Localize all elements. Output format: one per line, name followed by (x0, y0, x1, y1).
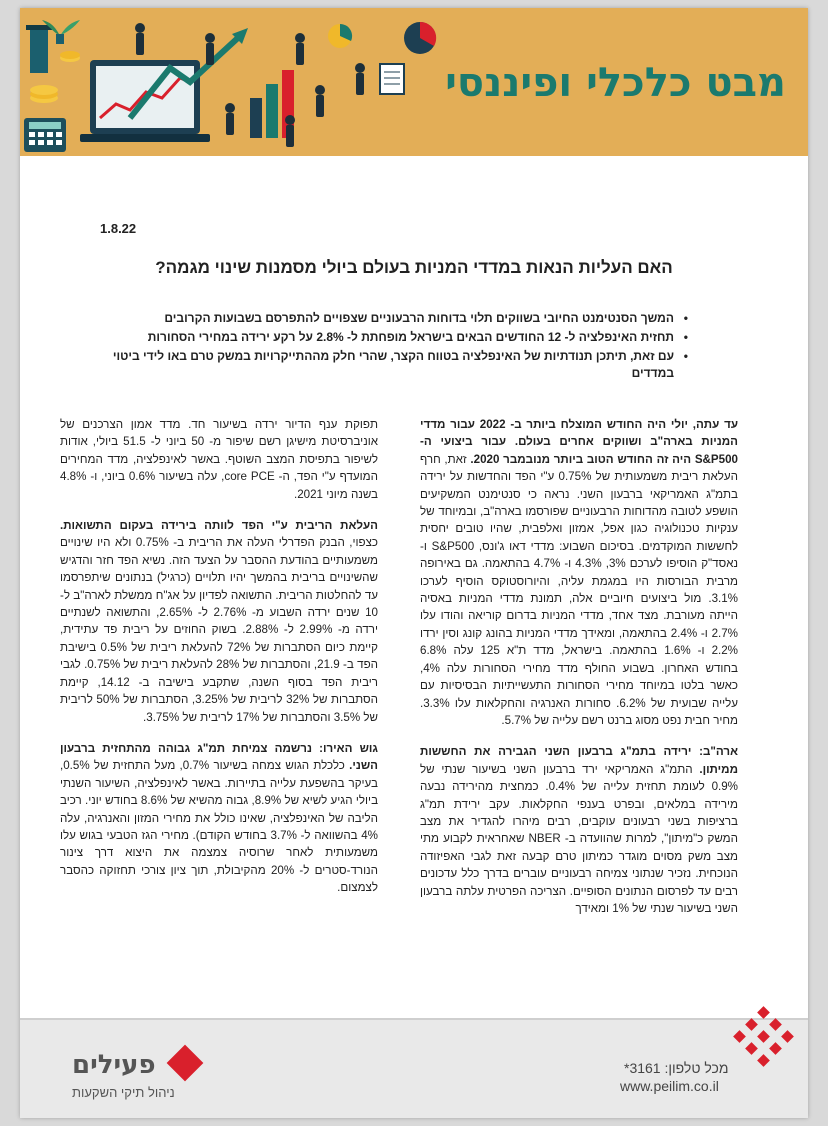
page-title: האם העליות הנאות במדדי המניות בעולם ביולי מסמנות שינוי מגמה? (155, 258, 673, 277)
paragraph-lead: העלאת הריבית ע"י הפד לוותה בירידה בעקום התשואות. (60, 519, 378, 533)
paragraph-housing-inflation (60, 416, 378, 503)
page (20, 8, 808, 1118)
paragraph-body: כצפוי, הבנק הפדרלי העלה את הריבית ב- 0.75% ולא היו שינויים משמעותיים בהודעת ההסבר על הצעד הזה. נשיא הפד חזר והדגיש שהשינויים בריבית בהמשך יהיו תלויים (כרגיל) בנתונים שיתפרסמו עד להחלטות הריבית. התשואה לפדיון על אג"ח ממשלת לארה"ב ל- 10 שנים ירדה השבוע מ- 2.76% ל- 2.65%, והתשואה לשנתיים ירדה מ- 2.99% ל- 2.88%. בשוק החוזים על ריבית פד עתידית, קיימת כיום הסתברות של 72% להעלאת ריבית של 0.5% בישיבת הפד ב- 21.9, והסתברות של 28% להעלאת ריבית של 0.75%. לגבי ריבית הפד בסוף השנה, שתקבע בישיבה ב- 14.12, קיימת הסתברות של 32% לריבית של 3.25%, הסתברות של 50% לריבית של 3.5% והסתברות של 17% לריבית של 3.75%. (60, 536, 379, 724)
paragraph-lead: ארה"ב: ירידה בתמ"ג ברבעון השני הגבירה את החששות ממיתון. (420, 745, 738, 776)
list-item: • עם זאת, תיתכן תנודתיות של האינפלציה בטווח הקצר, שהרי חלק מההתייקרויות במשק טרם באו לידי ביטוי במדדים (110, 348, 688, 382)
paragraph-fed-rates (60, 517, 378, 726)
report-date: 1.8.22 (100, 221, 137, 236)
paragraph-lead: עד עתה, יולי היה החודש המוצלח ביותר ב- 2022 עבור מדדי המניות בארה"ב ושווקים אחרים בעולם. עבור ביצועי ה- S&P500 היה זה החודש הטוב ביותר מנובמבר 2020. (420, 418, 738, 466)
article-column-left (60, 416, 378, 911)
paragraph-body: זאת, חרף העלאת ריבית משמעותית של 0.75% ע"י הפד והחדשות על ירידה בתמ"ג האמריקאי ברבעון השני. נראה כי סנטימנט המשקיעים הושפע לטובה מהדוחות הרבעוניים שפורסמו בארה"ב, ובמיוחד של ענקיות טכנולוגיה כגון אפל, אמזון ואלפבית, שהיו טובים יחסית לחששות המוקדמים. בסיכום השבוע: מדדי דאו ג'ונס, S&P500 ו- נאסד"ק הוסיפו לערכם 3%, 4.3% ו- 4.7% בהתאמה. גם באירופה מרבית הבורסות היו במגמת עליה, והיורוסטוקס הוסיף לערכו 3.1%. מול ביצועים חיוביים אלה, תמונת מדדי המניות באסיה הייתה מעורבת. מצד אחד, מדדי המניות בדרום קוריאה והודו עלו 2.7% ו- 2.4% בהתאמה, ומאידך מדדי המניות בהונג קונג וסין ירדו 2.2% ו- 1.6% בהתאמה. בישראל, מדד ת"א 125 עלה 6.8% בחודש האחרון. בשבוע החולף מדד מחירי הסחורות עלה 4%, כאשר בלטו במיוחד מחירי הסחורות התעשייתיות הבסיסיות עם עלייה שבועית של 6.2%. סחורות האנרגיה והחקלאות עלו 3.3%. מחיר חבית נפט מסוג ברנט רשם עלייה של 5.7%. (420, 452, 738, 727)
header-banner (20, 8, 808, 156)
brand-dots-icon (728, 1004, 798, 1074)
paragraph-body: תפוקת ענף הדיור ירדה בשיעור חד. מדד אמון הצרכנים של אוניברסיטת מישיגן רשם שיפור מ- 50 ביוני ל- 51.5 ביולי, אודות לשיפור בתפיסת המצב השוטף. באשר לאינפלציה, מדד המחירים המועדף ע"י הפד, ה- core PCE, עלה בשיעור 0.6% ביוני, ו- 4.8% בשנה מיוני 2021. (60, 418, 378, 501)
paragraph-body: התמ"ג האמריקאי ירד ברבעון השני בשיעור שנתי של 0.9% לעומת תחזית עלייה של 0.4%. כמחצית מהירידה נבעה מירידה במלאים, ובפרט בענפי החקלאות. עקב ירידת תמ"ג ברציפות בשני רבעונים עוקבים, רבים מיהרו להגדיר את מצב המשק כ"מיתון", למרות שהוועדה ב- NBER שאחראית לקבוע מתי מצב משק מסוים מוגדר כמיתון טרם קבעה זאת לגבי האפיזודה הנוכחית. נזכיר שנתוני צמיחה רבעוניים עוברים בדרך כלל עדכונים רבים עד לפרסום הנתונים הסופיים. הצריכה הפרטית עלתה ברבעון השני בשיעור שנתי של 1% ומאידך (420, 762, 738, 915)
banner-title: מבט כלכלי ופיננסי (445, 60, 786, 106)
logo-tagline: ניהול תיקי השקעות (72, 1085, 175, 1100)
summary-bullets (110, 310, 688, 384)
paragraph-eurozone (60, 740, 378, 897)
business-illustration (20, 8, 440, 156)
website-link[interactable]: www.peilim.co.il (620, 1078, 719, 1094)
paragraph-body: כלכלת הגוש צמחה בשיעור 0.7%, מעל התחזית של 0.5%, בעיקר בהשפעת עלייה בתיירות. באשר לאינפלציה, השיעור השנתי ביולי הגיע לשיא של 8.9%, גבוה מהשיא של 8.6% בחודש יוני. רכיב הליבה של האינפלציה, שאינו כולל את מחירי המזון והאנרגיה, עלה 4% בהשוואה ל- 3.7% בחודש הקודם). מחירי הגז הטבעי בגוש עלו משמעותית לאחר שרוסיה צמצמה את היצוא דרך צינור הנורד-סטרים ל- 20% מהקיבולת, תוך ציון צורכי תחזוקה כהסבר לצמצום. (60, 759, 378, 895)
article-column-right (420, 416, 738, 931)
paragraph-us-gdp (420, 743, 738, 917)
paragraph-global-markets (420, 416, 738, 729)
list-item: • תחזית האינפלציה ל- 12 החודשים הבאים בישראל מופחתת ל- 2.8% על רקע ירידה במחירי הסחורות (110, 329, 688, 346)
paragraph-lead: גוש האירו: נרשמה צמיחת תמ"ג גבוהה מהתחזית ברבעון השני. (60, 741, 378, 773)
list-item: • המשך הסנטימנט החיובי בשווקים תלוי בדוחות הרבעוניים שצפויים להתפרסם בשבועות הקרובים (110, 310, 688, 327)
contact-phone: מכל טלפון: 3161* (624, 1060, 729, 1076)
footer-divider (20, 1018, 808, 1020)
logo-name: פעילים (72, 1050, 156, 1080)
